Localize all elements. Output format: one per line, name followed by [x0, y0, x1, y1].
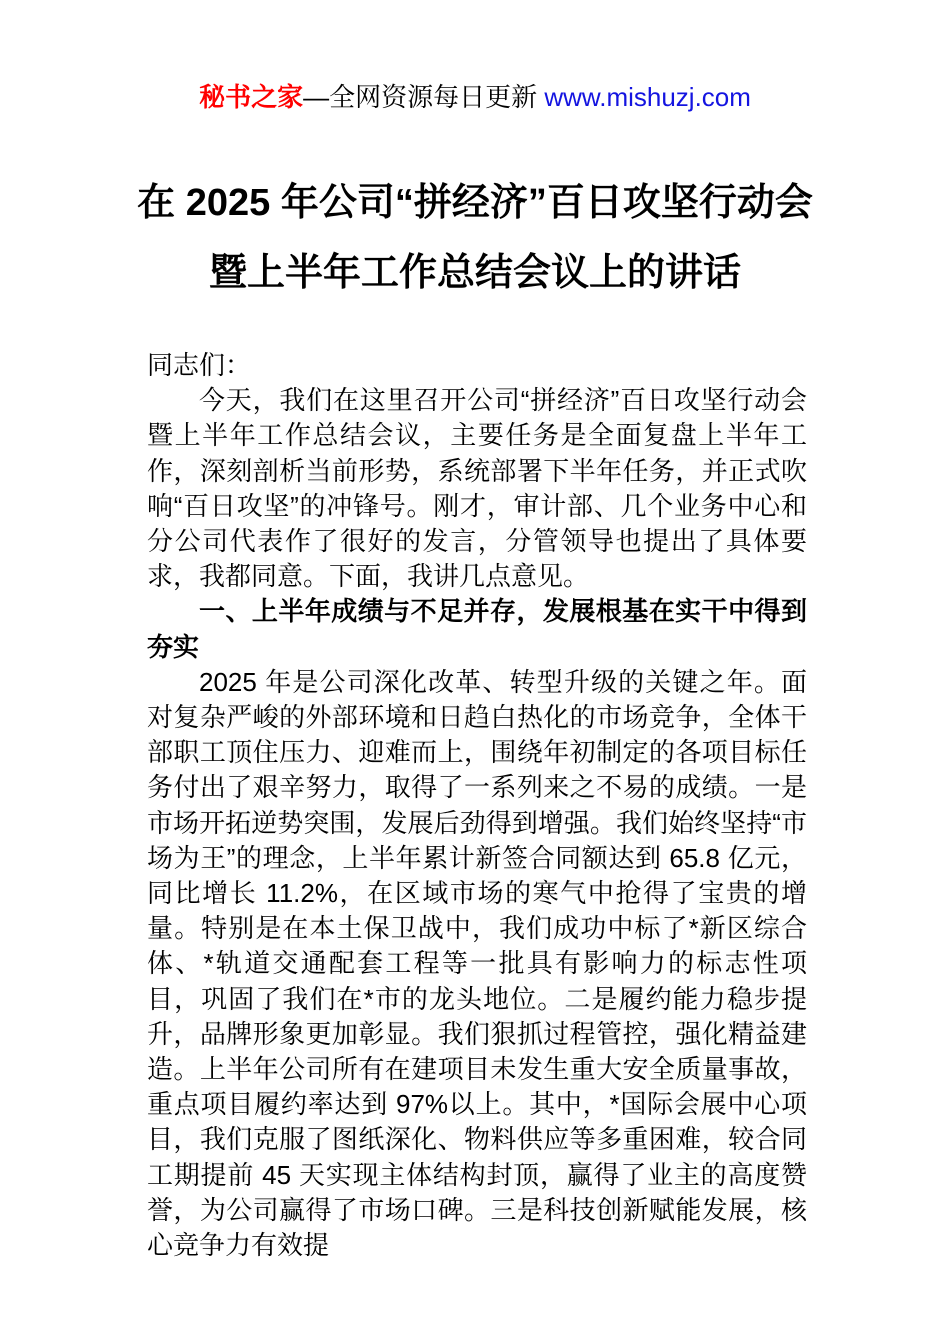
- paragraph-opening: 今天，我们在这里召开公司“拼经济”百日攻坚行动会暨上半年工作总结会议，主要任务是全面复盘上半年工作，深刻剖析当前形势，系统部署下半年任务，并正式吹响“百日攻坚”的冲锋号。刚才，审计部、几个业务中心和分公司代表作了很好的发言，分管领导也提出了具体要求，我都同意。下面，我讲几点意见。: [147, 385, 807, 592]
- paragraph-section-1: 2025 年是公司深化改革、转型升级的关键之年。面对复杂严峻的外部环境和日趋白热化的市场竞争，全体干部职工顶住压力、迎难而上，围绕年初制定的各项目标任务付出了艰辛努力，取得了一系列来之不易的成绩。一是市场开拓逆势突围，发展后劲得到增强。我们始终坚持“市场为王”的理念，上半年累计新签合同额达到 65.8 亿元，同比增长 11.2%，在区域市场的寒气中抢得了宝贵的增量。特别是在本土保卫战中，我们成功中标了*新区综合体、*轨道交通配套工程等一批具有影响力的标志性项目，巩固了我们在*市的龙头地位。二是履约能力稳步提升，品牌形象更加彰显。我们狠抓过程管控，强化精益建造。上半年公司所有在建项目未发生重大安全质量事故，重点项目履约率达到 97%以上。其中，*国际会展中心项目，我们克服了图纸深化、物料供应等多重困难，较合同工期提前 45 天实现主体结构封顶，赢得了业主的高度赞誉，为公司赢得了市场口碑。三是科技创新赋能发展，核心竞争力有效提: [147, 666, 807, 1261]
- title-line-2: 暨上半年工作总结会议上的讲话: [208, 252, 741, 294]
- site-name: 秘书之家: [199, 82, 304, 112]
- title-line-1: 在 2025 年公司“拼经济”百日攻坚行动会: [137, 182, 813, 224]
- salutation: 同志们：: [147, 350, 252, 380]
- document-body: [147, 348, 807, 1263]
- site-url: www.mishuzj.com: [544, 82, 751, 112]
- document-title: [75, 168, 875, 308]
- site-header: [0, 82, 950, 112]
- section-heading-1: 一、上半年成绩与不足并存，发展根基在实干中得到夯实: [147, 596, 807, 662]
- site-tagline: —全网资源每日更新: [303, 82, 545, 112]
